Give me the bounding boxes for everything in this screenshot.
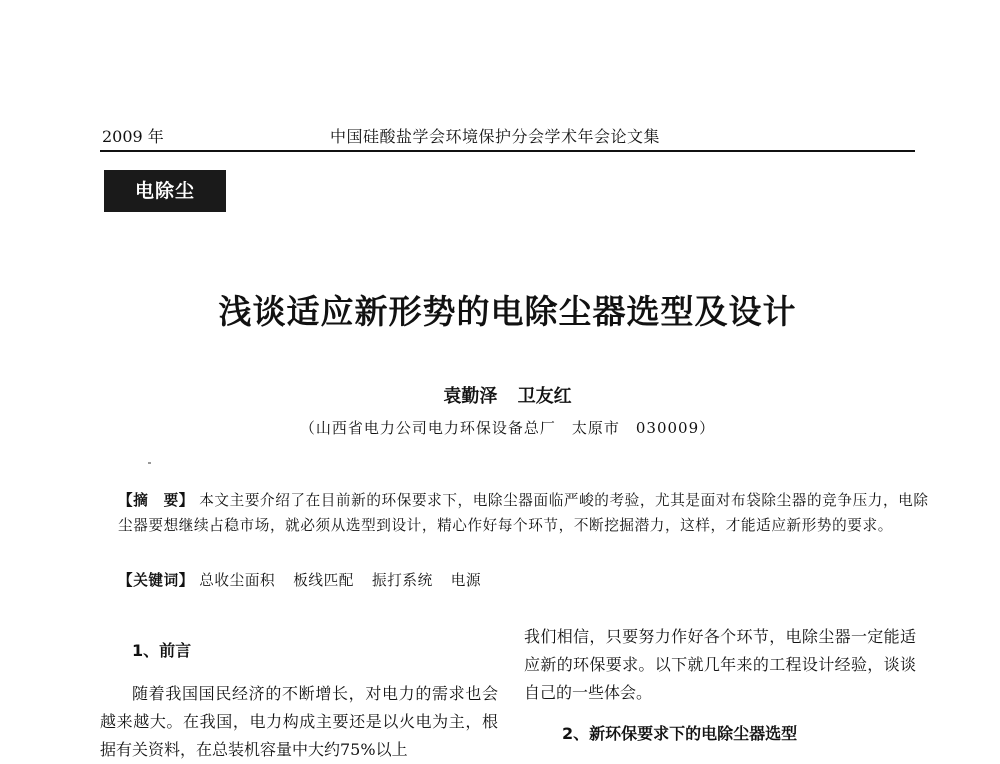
article-authors: 袁勤泽 卫友红 <box>443 386 572 407</box>
right-paragraph: 我们相信，只要努力作好各个环节，电除尘器一定能适应新的环保要求。以下就几年来的工程设计经验，谈谈自己的一些体会。 <box>524 627 916 702</box>
left-column <box>100 640 498 764</box>
keywords-label: 【关键词】 <box>118 572 194 589</box>
header-journal-title: 中国硅酸盐学会环境保护分会学术年会论文集 <box>330 127 661 146</box>
article-title: 浅谈适应新形势的电除尘器选型及设计 <box>218 292 797 331</box>
article-affiliation: （山西省电力公司电力环保设备总厂 太原市 030009） <box>299 419 716 437</box>
header-rule <box>100 150 915 152</box>
section2-heading: 2、新环保要求下的电除尘器选型 <box>562 724 798 743</box>
keyword-item: 振打系统 <box>372 572 433 589</box>
keyword-item: 总收尘面积 <box>199 572 276 589</box>
section1-heading: 1、前言 <box>132 641 192 660</box>
abstract <box>100 488 933 538</box>
section-tag: 电除尘 <box>104 170 226 212</box>
keyword-item: 板线匹配 <box>293 572 354 589</box>
right-column <box>524 623 916 745</box>
abstract-text: 本文主要介绍了在目前新的环保要求下，电除尘器面临严峻的考验，尤其是面对布袋除尘器的竞争压力，电除尘器要想继续占稳市场，就必须从选型到设计，精心作好每个环节，不断挖掘潜力，这样，才能适应新形势的要求。 <box>118 492 929 534</box>
keywords <box>118 570 915 592</box>
header-year: 2009 年 <box>102 127 164 146</box>
section1-paragraph: 随着我国国民经济的不断增长，对电力的需求也会越来越大。在我国，电力构成主要还是以火电为主，根据有关资料，在总装机容量中大约75%以上 <box>100 684 498 759</box>
scan-speck <box>148 462 151 464</box>
abstract-label: 【摘 要】 <box>118 492 194 509</box>
keyword-item: 电源 <box>450 572 482 589</box>
